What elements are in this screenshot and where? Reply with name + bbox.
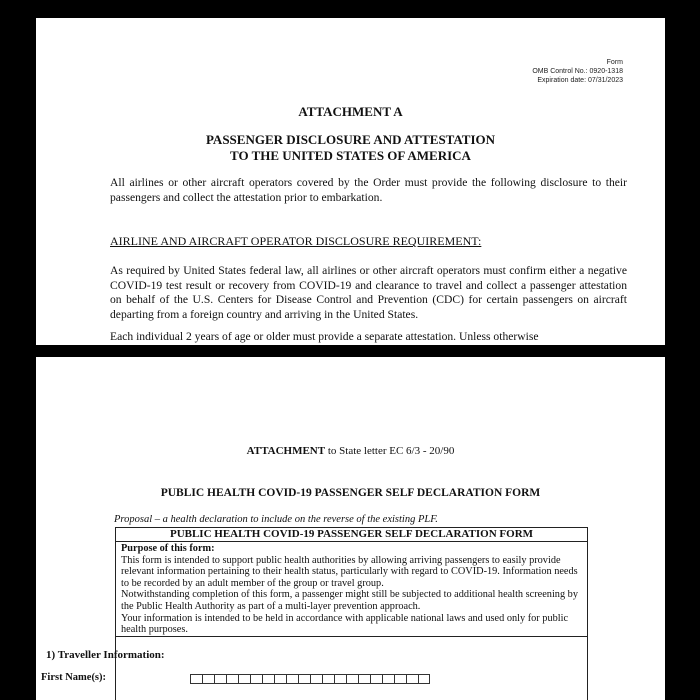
requirement-heading-colon: :	[478, 234, 482, 248]
first-names-input-boxes[interactable]	[190, 674, 430, 684]
form-label: Form	[606, 59, 623, 66]
first-names-label: First Name(s):	[41, 672, 107, 683]
state-letter-ref: to State letter EC 6/3 - 20/90	[325, 445, 455, 457]
attestation-paragraph: Each individual 2 years of age or older must provide a separate attestation. Unless otherwise	[110, 330, 539, 343]
purpose-label: Purpose of this form:	[121, 543, 215, 554]
purpose-paragraph-3: Your information is intended to be held in accordance with applicable national laws and used only for public health purposes.	[121, 612, 569, 636]
disclosure-heading-line2: TO THE UNITED STATES OF AMERICA	[230, 148, 471, 163]
first-name-char-box[interactable]	[418, 674, 430, 684]
attachment-label: ATTACHMENT	[246, 445, 326, 457]
disclosure-heading	[36, 132, 665, 164]
first-name-char-box[interactable]	[310, 674, 322, 684]
purpose-paragraph-1: This form is intended to support public health authorities by allowing arriving passengers to easily provide relevant information pertaining to their health status, particularly with regard to COVID-19. Information needs to be recorded by an adult member of the group or travel group.	[121, 554, 578, 589]
disclosure-heading-line1: PASSENGER DISCLOSURE AND ATTESTATION	[205, 132, 496, 147]
form-box-title: PUBLIC HEALTH COVID-19 PASSENGER SELF DECLARATION FORM	[116, 528, 587, 542]
traveller-info-heading: 1) Traveller Information:	[46, 649, 165, 661]
first-name-char-box[interactable]	[190, 674, 202, 684]
first-name-char-box[interactable]	[394, 674, 406, 684]
first-name-char-box[interactable]	[358, 674, 370, 684]
document-page-bottom	[36, 357, 665, 700]
requirement-heading-text: AIRLINE AND AIRCRAFT OPERATOR DISCLOSURE REQUIREMENT	[110, 234, 478, 248]
requirement-paragraph: As required by United States federal law, all airlines or other aircraft operators must confirm either a negative COVID-19 test result or recovery from COVID-19 and clearance to travel and collect a passenger attestation on behalf of the U.S. Centers for Disease Control and Prevention (CDC) for certain passengers on aircraft departing from a foreign country and arriving in the United States.	[110, 264, 627, 321]
first-names-row	[41, 672, 511, 686]
first-name-char-box[interactable]	[238, 674, 250, 684]
first-name-char-box[interactable]	[382, 674, 394, 684]
first-name-char-box[interactable]	[274, 674, 286, 684]
first-name-char-box[interactable]	[226, 674, 238, 684]
first-name-char-box[interactable]	[370, 674, 382, 684]
first-name-char-box[interactable]	[262, 674, 274, 684]
attachment-a-title: ATTACHMENT A	[298, 104, 403, 119]
attachment-state-letter	[36, 445, 665, 457]
first-name-char-box[interactable]	[346, 674, 358, 684]
requirement-heading	[110, 234, 627, 249]
document-page-top	[36, 18, 665, 345]
proposal-note: Proposal – a health declaration to include on the reverse of the existing PLF.	[114, 514, 438, 525]
first-name-char-box[interactable]	[286, 674, 298, 684]
declaration-title: PUBLIC HEALTH COVID-19 PASSENGER SELF DECLARATION FORM	[160, 487, 541, 499]
purpose-paragraph-2: Notwithstanding completion of this form, a passenger might still be subjected to additional health screening by the Public Health Authority as part of a multi-layer prevention approach.	[121, 589, 578, 612]
first-name-char-box[interactable]	[214, 674, 226, 684]
purpose-section	[116, 542, 587, 637]
form-metadata	[532, 58, 623, 85]
intro-paragraph: All airlines or other aircraft operators covered by the Order must provide the following disclosure to their passengers and collect the attestation prior to embarkation.	[110, 176, 627, 204]
expiration-date: Expiration date: 07/31/2023	[537, 77, 623, 84]
first-name-char-box[interactable]	[250, 674, 262, 684]
omb-control-number: OMB Control No.: 0920-1318	[532, 68, 623, 75]
first-name-char-box[interactable]	[406, 674, 418, 684]
first-name-char-box[interactable]	[298, 674, 310, 684]
first-name-char-box[interactable]	[202, 674, 214, 684]
first-name-char-box[interactable]	[334, 674, 346, 684]
first-name-char-box[interactable]	[322, 674, 334, 684]
